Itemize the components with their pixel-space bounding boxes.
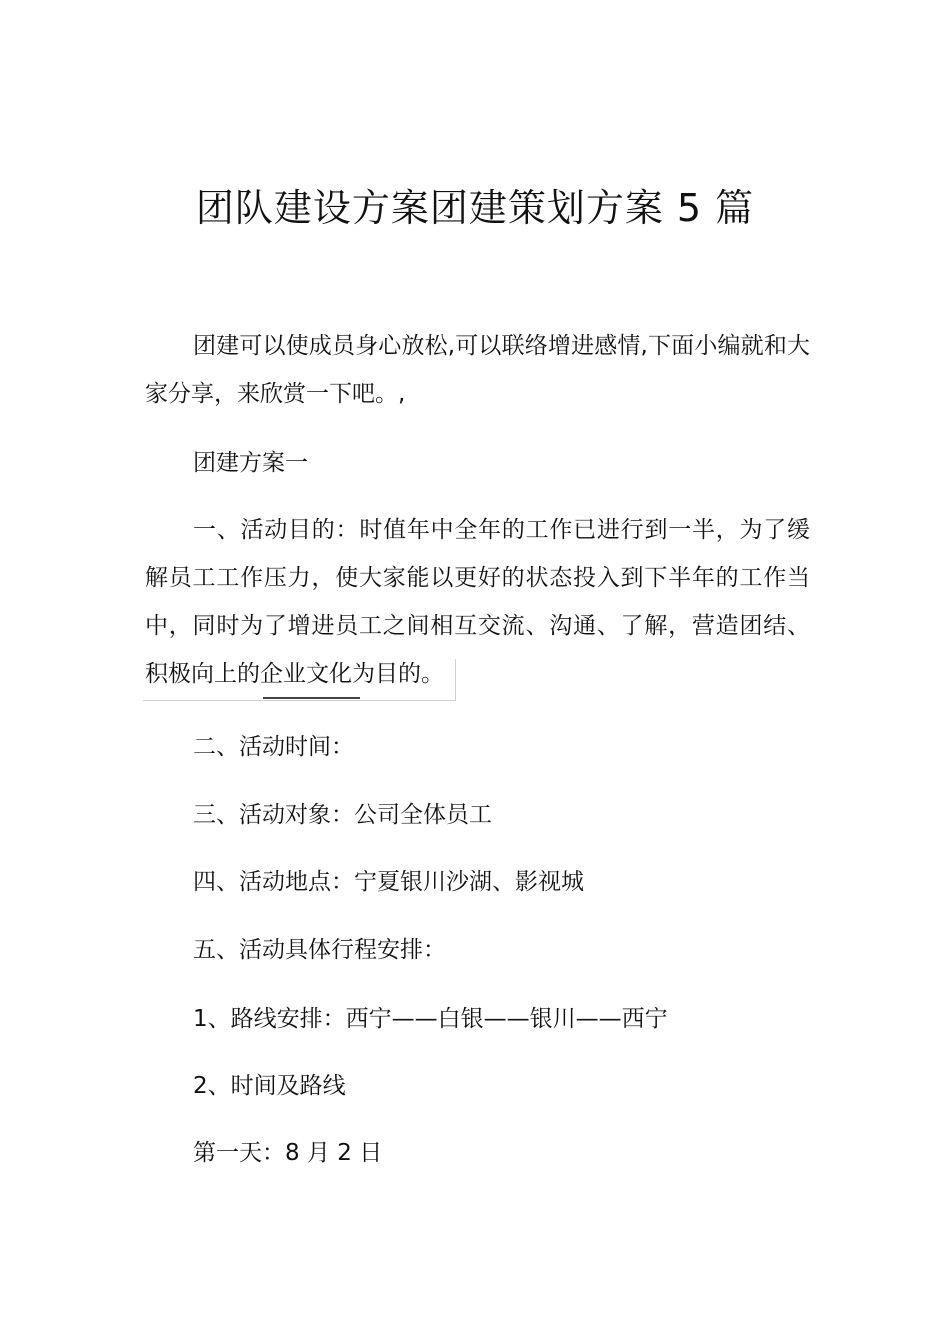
- document-title: 团队建设方案团建策划方案 5 篇: [195, 186, 755, 230]
- intro-paragraph: 团建可以使成员身心放松,可以联络增进感情,下面小编就和大家分享，来欣赏一下吧。,: [145, 333, 810, 407]
- activity-schedule: 五、活动具体行程安排：: [193, 937, 446, 963]
- plan-heading: 团建方案一: [193, 450, 308, 476]
- activity-target: 三、活动对象：公司全体员工: [193, 802, 492, 828]
- activity-time: 二、活动时间：: [193, 734, 354, 760]
- activity-location: 四、活动地点：宁夏银川沙湖、影视城: [193, 869, 584, 895]
- time-and-route: 2、时间及路线: [193, 1073, 346, 1099]
- purpose-paragraph: 一、活动目的：时值年中全年的工作已进行到一半，为了缓解员工工作压力，使大家能以更好的状态投入到下半年的工作当中，同时为了增进员工之间相互交流、沟通、了解，营造团结、积极向上的企业文化为目的。: [145, 517, 810, 687]
- day-one: 第一天：8 月 2 日: [193, 1140, 383, 1166]
- route-arrangement: 1、路线安排：西宁——白银——银川——西宁: [193, 1006, 668, 1032]
